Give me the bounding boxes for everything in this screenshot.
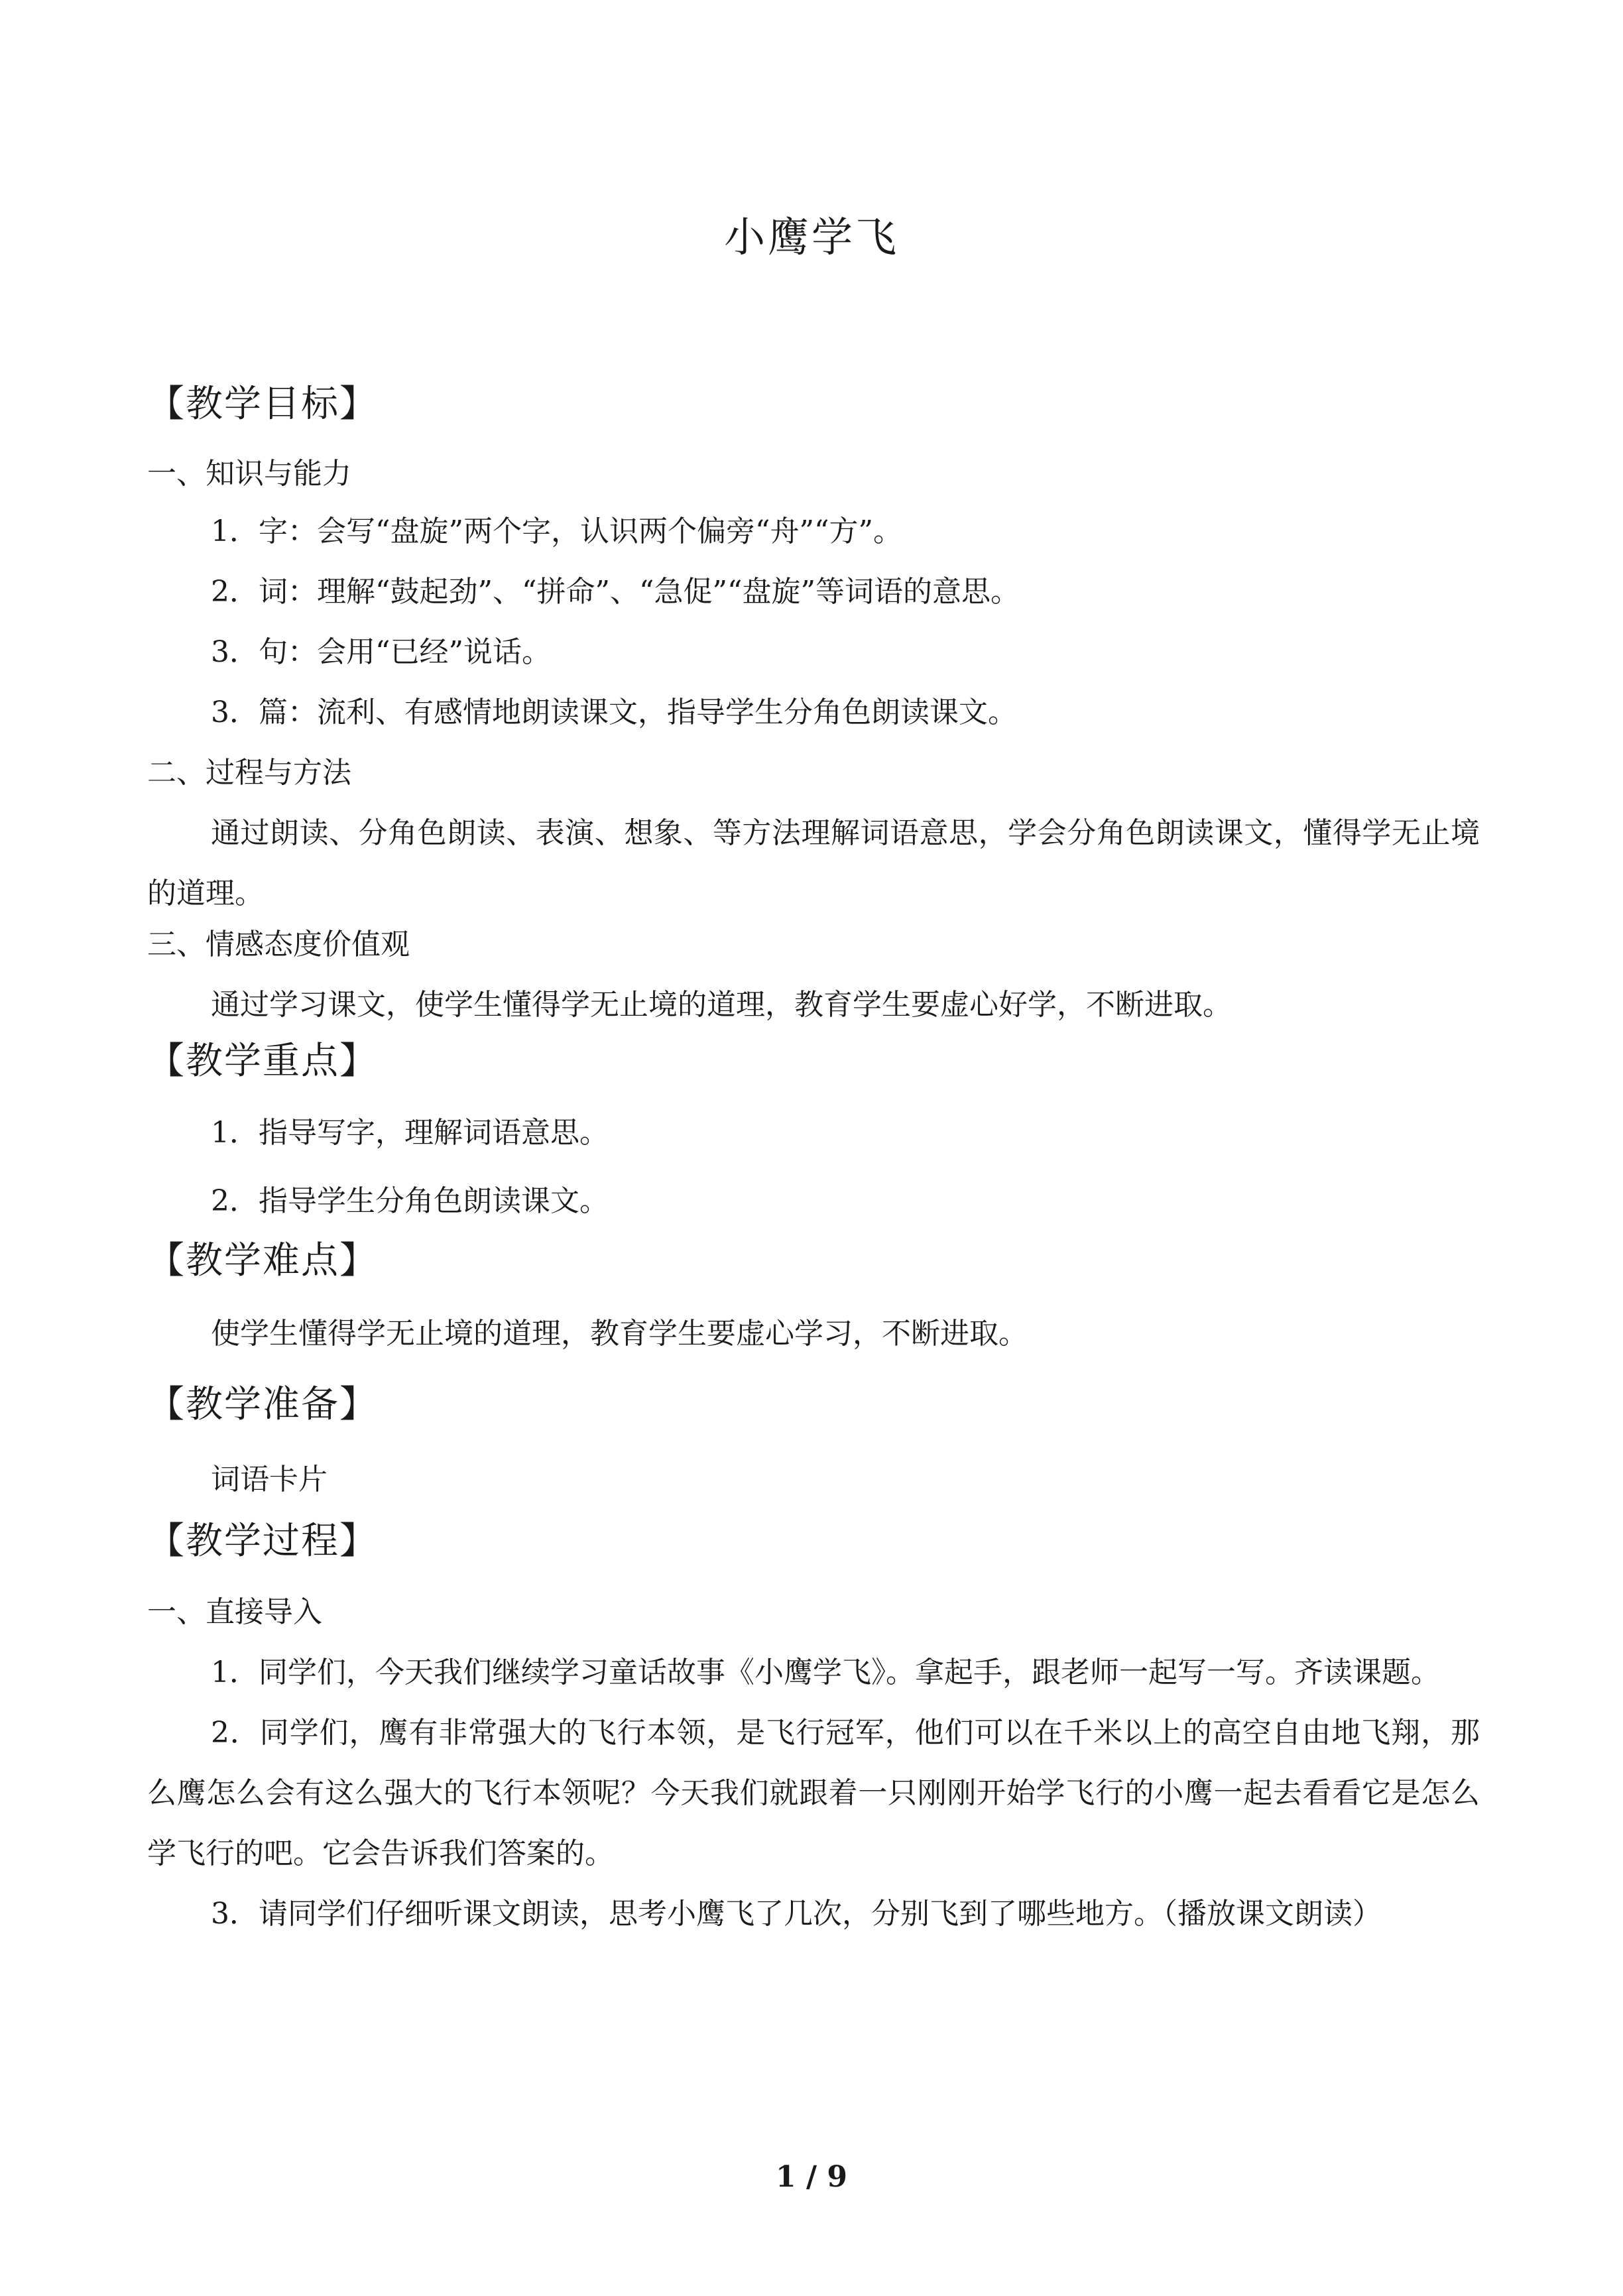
document-body xyxy=(147,378,1480,1944)
process-paragraph-2: 2．同学们，鹰有非常强大的飞行本领，是飞行冠军，他们可以在千米以上的高空自由地飞翔，那么鹰怎么会有这么强大的飞行本领呢？今天我们就跟着一只刚刚开始学飞行的小鹰一起去看看它是怎么学飞行的吧。它会告诉我们答案的。 xyxy=(147,1716,1480,1870)
page-number: 1 / 9 xyxy=(776,2160,847,2194)
goals-part3-text: 通过学习课文，使学生懂得学无止境的道理，教育学生要虚心好学，不断进取。 xyxy=(211,988,1232,1022)
goals-part1-item-2: 2．词：理解“鼓起劲”、“拼命”、“急促”“盘旋”等词语的意思。 xyxy=(211,575,1020,609)
section-heading-difficulties: 【教学难点】 xyxy=(147,1239,378,1282)
goals-part1-title: 一、知识与能力 xyxy=(147,457,351,491)
section-heading-key-points: 【教学重点】 xyxy=(147,1040,378,1083)
section-heading-process: 【教学过程】 xyxy=(147,1520,378,1563)
goals-part1-item-3: 3．句：会用“已经”说话。 xyxy=(211,635,551,669)
document-title: 小鹰学飞 xyxy=(723,213,899,261)
key-point-item-2: 2．指导学生分角色朗读课文。 xyxy=(211,1184,609,1218)
process-part1-title: 一、直接导入 xyxy=(147,1595,322,1629)
process-paragraph-3: 3．请同学们仔细听课文朗读，思考小鹰飞了几次，分别飞到了哪些地方。（播放课文朗读） xyxy=(211,1897,1382,1931)
section-heading-preparation: 【教学准备】 xyxy=(147,1383,378,1426)
preparation-text: 词语卡片 xyxy=(211,1463,328,1496)
section-heading-goals: 【教学目标】 xyxy=(147,383,378,426)
goals-part2-title: 二、过程与方法 xyxy=(147,756,351,790)
goals-part3-title: 三、情感态度价值观 xyxy=(147,928,410,961)
difficulties-text: 使学生懂得学无止境的道理，教育学生要虚心学习，不断进取。 xyxy=(211,1317,1028,1351)
goals-part2-text: 通过朗读、分角色朗读、表演、想象、等方法理解词语意思，学会分角色朗读课文，懂得学无止境的道理。 xyxy=(147,816,1480,910)
process-paragraph-1: 1．同学们，今天我们继续学习童话故事《小鹰学飞》。拿起手，跟老师一起写一写。齐读课题。 xyxy=(211,1656,1440,1689)
key-point-item-1: 1．指导写字，理解词语意思。 xyxy=(211,1116,609,1150)
goals-part1-item-4: 3．篇：流利、有感情地朗读课文，指导学生分角色朗读课文。 xyxy=(211,695,1017,729)
goals-part1-item-1: 1．字：会写“盘旋”两个字，认识两个偏旁“舟”“方”。 xyxy=(211,514,902,548)
